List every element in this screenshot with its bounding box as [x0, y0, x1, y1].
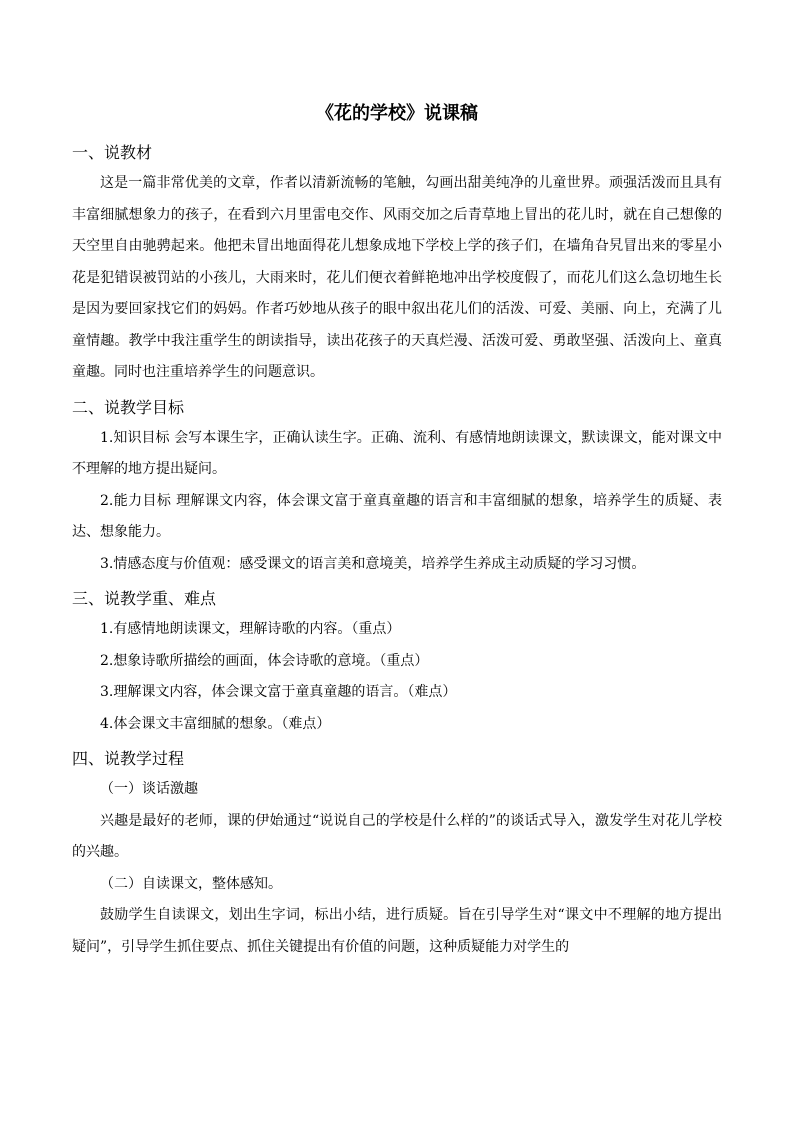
list-item: 2.能力目标 理解课文内容，体会课文富于童真童趣的语言和丰富细腻的想象，培养学生的质疑、表达、想象能力。: [72, 492, 722, 540]
list-item: 1.知识目标 会写本课生字，正确认读生字。正确、流利、有感情地朗读课文，默读课文，能对课文中不理解的地方提出疑问。: [72, 429, 722, 477]
document-title: 《花的学校》说课稿: [316, 103, 478, 124]
paragraph: 兴趣是最好的老师，课的伊始通过“说说自己的学校是什么样的”的谈话式导入，激发学生对花儿学校的兴趣。: [72, 812, 722, 860]
list-item: 1.有感情地朗读课文，理解诗歌的内容。（重点）: [100, 621, 401, 637]
section-heading: 四、说教学过程: [72, 749, 185, 768]
document-page: [72, 100, 722, 963]
list-item: 4.体会课文丰富细腻的想象。（难点）: [100, 715, 331, 732]
paragraph: 鼓励学生自读课文，划出生字词，标出小结，进行质疑。旨在引导学生对“课文中不理解的地方提出疑问”，引导学生抓住要点、抓住关键提出有价值的问题，这种质疑能力对学生的: [72, 907, 722, 955]
section-heading: 二、说教学目标: [72, 397, 185, 417]
section-key-difficult-points: [72, 584, 722, 740]
section-heading: 一、说教材: [72, 143, 153, 162]
section-teaching-goals: [72, 393, 722, 581]
section-textbook: [72, 138, 722, 389]
list-item: 3.理解课文内容，体会课文富于童真童趣的语言。（难点）: [100, 684, 457, 700]
list-item: 3.情感态度与价值观：感受课文的语言美和意境美，培养学生养成主动质疑的学习习惯。: [100, 555, 646, 572]
list-item: 2.想象诗歌所描绘的画面，体会诗歌的意境。（重点）: [100, 652, 429, 669]
subheading: （一）谈话激趣: [100, 781, 198, 797]
section-teaching-process: [72, 744, 722, 963]
subheading: （二）自读课文，整体感知。: [100, 875, 282, 892]
section-heading: 三、说教学重、难点: [72, 589, 217, 608]
paragraph: 这是一篇非常优美的文章，作者以清新流畅的笔触，勾画出甜美纯净的儿童世界。顽强活泼而且具有丰富细腻想象力的孩子，在看到六月里雷电交作、风雨交加之后青草地上冒出的花儿时，就在自己想像的天空里自由驰骋起来。他把未冒出地面得花儿想象成地下学校上学的孩子们，在墙角旮旯冒出来的零星小花是犯错误被罚站的小孩儿，大雨来时，花儿们便衣着鲜艳地冲出学校度假了，而花儿们这么急切地生长是因为要回家找它们的妈妈。作者巧妙地从孩子的眼中叙出花儿们的活泼、可爱、美丽、向上，充满了儿童情趣。教学中我注重学生的朗读指导，读出花孩子的天真烂漫、活泼可爱、勇敢坚强、活泼向上、童真童趣。同时也注重培养学生的问题意识。: [72, 175, 722, 380]
